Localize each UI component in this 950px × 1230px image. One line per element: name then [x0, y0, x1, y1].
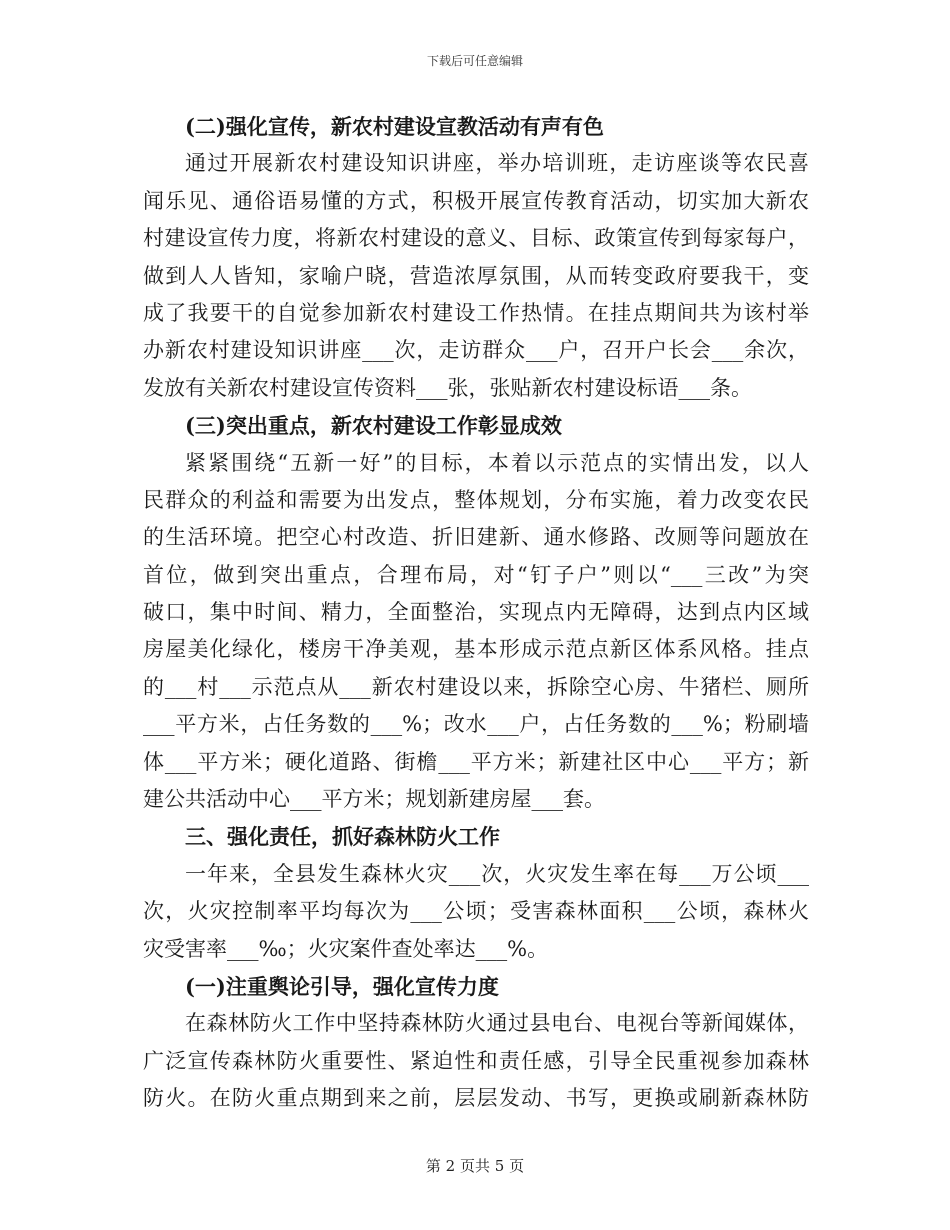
paragraph-line: 建公共活动中心___平方米；规划新建房屋___套。 [143, 787, 605, 812]
section-heading: 三、强化责任，抓好森林防火工作 [185, 824, 500, 850]
paragraph-line: 的生活环境。把空心村改造、折旧建新、通水修路、改厕等问题放在 [143, 525, 809, 550]
paragraph-line: 村建设宣传力度，将新农村建设的意义、目标、政策宣传到每家每户， [143, 226, 809, 251]
paragraph-line: 防火。在防火重点期到来之前，层层发动、书写，更换或刷新森林防 [143, 1086, 809, 1111]
paragraph-line: 紧紧围绕“五新一好”的目标，本着以示范点的实情出发，以人 [185, 450, 809, 475]
section-heading: (三)突出重点，新农村建设工作彰显成效 [185, 413, 562, 439]
paragraph-line: ___平方米，占任务数的___%；改水___户，占任务数的___%；粉刷墙 [143, 712, 809, 737]
paragraph-line: 的___村___示范点从___新农村建设以来，拆除空心房、牛猪栏、厕所 [143, 674, 809, 699]
paragraph-line: 破口，集中时间、精力，全面整治，实现点内无障碍，达到点内区域 [143, 600, 809, 625]
page-header-note: 下载后可任意编辑 [426, 54, 523, 68]
paragraph-line: 灾受害率___‰；火灾案件查处率达___%。 [143, 936, 549, 961]
paragraph-line: 广泛宣传森林防火重要性、紧迫性和责任感，引导全民重视参加森林 [143, 1048, 809, 1073]
paragraph-line: 在森林防火工作中坚持森林防火通过县电台、电视台等新闻媒体， [185, 1011, 809, 1036]
paragraph-line: 办新农村建设知识讲座___次，走访群众___户，召开户长会___余次， [143, 338, 809, 363]
document-body [143, 108, 809, 1118]
page-number-footer: 第 2 页共 5 页 [425, 1157, 525, 1175]
paragraph-line: 首位，做到突出重点，合理布局，对“钉子户”则以“___三改”为突 [143, 562, 809, 587]
section-heading: (一)注重舆论引导，强化宣传力度 [185, 973, 499, 999]
paragraph-line: 通过开展新农村建设知识讲座，举办培训班，走访座谈等农民喜 [185, 151, 809, 176]
paragraph-line: 发放有关新农村建设宣传资料___张，张贴新农村建设标语___条。 [143, 375, 752, 400]
paragraph-line: 做到人人皆知，家喻户晓，营造浓厚氛围，从而转变政府要我干，变 [143, 263, 809, 288]
section-heading: (二)强化宣传，新农村建设宣教活动有声有色 [185, 114, 604, 139]
paragraph-line: 一年来，全县发生森林火灾___次，火灾发生率在每___万公顷___ [185, 861, 809, 886]
paragraph-line: 次，火灾控制率平均每次为___公顷；受害森林面积___公顷，森林火 [143, 899, 809, 924]
paragraph-line: 民群众的利益和需要为出发点，整体规划，分布实施，着力改变农民 [143, 487, 809, 512]
paragraph-line: 体___平方米；硬化道路、街檐___平方米；新建社区中心___平方；新 [143, 749, 809, 774]
paragraph-line: 成了我要干的自觉参加新农村建设工作热情。在挂点期间共为该村举 [143, 300, 809, 325]
paragraph-line: 闻乐见、通俗语易懂的方式，积极开展宣传教育活动，切实加大新农 [143, 188, 809, 213]
paragraph-line: 房屋美化绿化，楼房干净美观，基本形成示范点新区体系风格。挂点 [143, 637, 809, 662]
